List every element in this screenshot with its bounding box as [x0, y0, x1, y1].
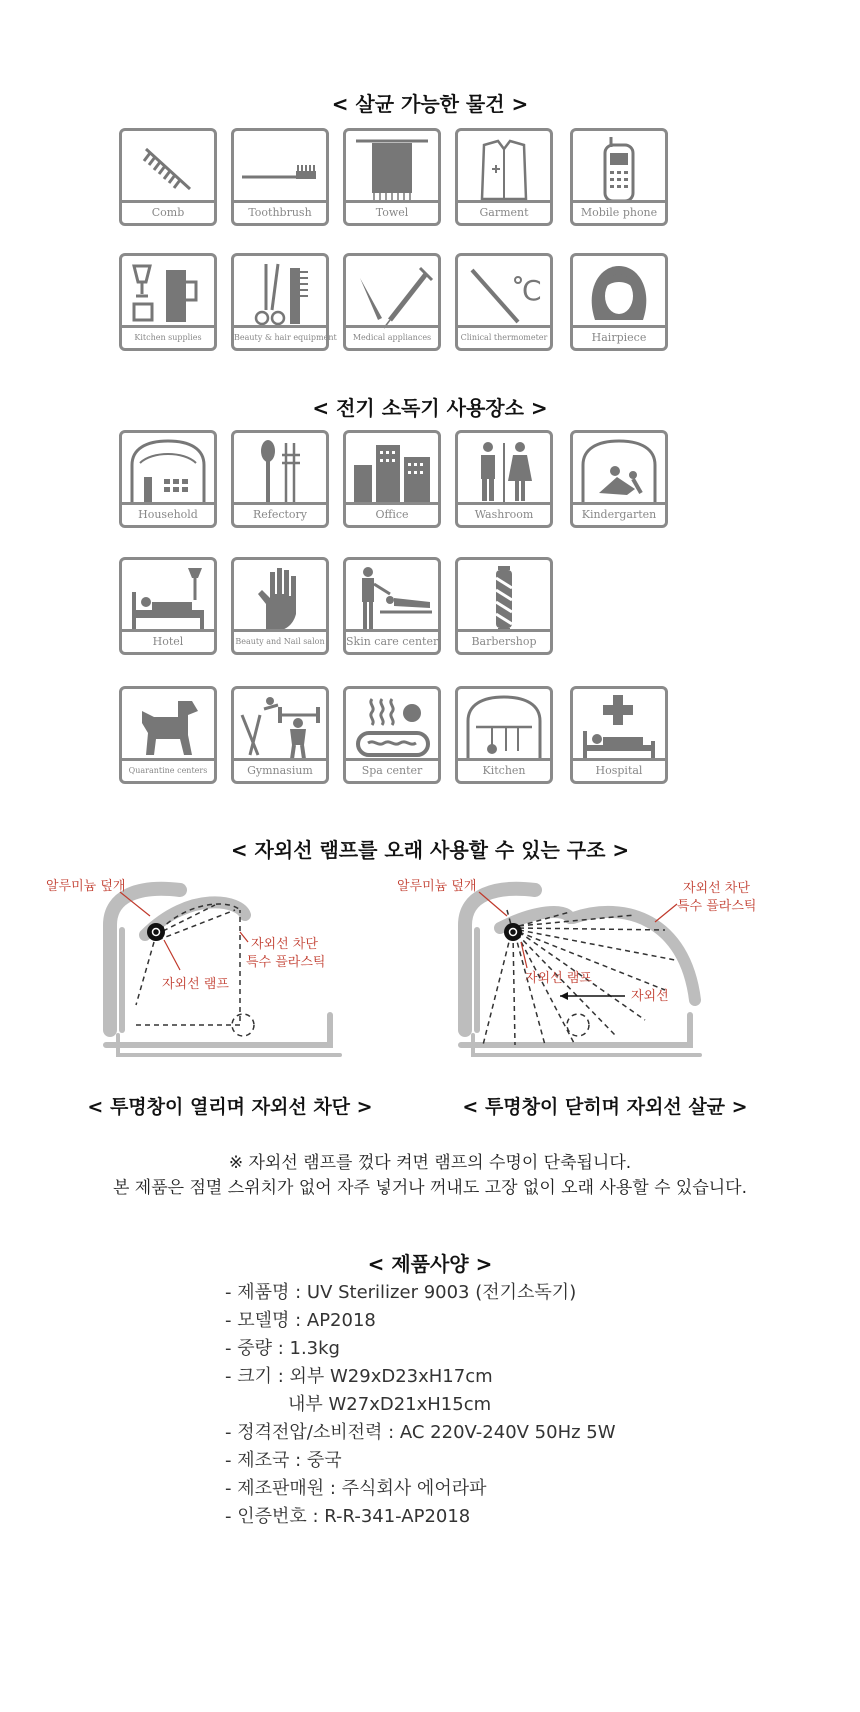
- uv-block-label-1: 자외선 차단: [251, 937, 318, 952]
- place-label: Kindergarten: [573, 502, 665, 525]
- medical-appliances-icon: [350, 260, 434, 330]
- place-card: [455, 557, 553, 655]
- item-card: [455, 253, 553, 351]
- spec-line: - 제품명 : UV Sterilizer 9003 (전기소독기): [225, 1282, 577, 1303]
- place-label: Gymnasium: [234, 758, 326, 781]
- towel-icon: [350, 135, 434, 205]
- spec-line: - 정격전압/소비전력 : AC 220V-240V 50Hz 5W: [225, 1422, 616, 1443]
- place-card: [343, 557, 441, 655]
- place-label: Spa center: [346, 758, 438, 781]
- hospital-icon: [577, 693, 661, 763]
- diagram-closed-caption: < 투명창이 닫히며 자외선 살균 >: [462, 1096, 748, 1118]
- quarantine-icon: [126, 693, 210, 763]
- svg-text:C: C: [522, 274, 542, 307]
- kindergarten-icon: [577, 437, 661, 507]
- item-card: [231, 128, 329, 226]
- uv-block-label-2: 특수 플라스틱: [246, 955, 326, 970]
- item-label: Beauty & hair equipment: [234, 325, 326, 348]
- beauty-hair-equipment-icon: [238, 260, 322, 330]
- places-section-title: < 전기 소독기 사용장소 >: [312, 396, 548, 420]
- refectory-icon: [238, 437, 322, 507]
- item-card: [343, 128, 441, 226]
- washroom-icon: [462, 437, 546, 507]
- spec-line: - 제조판매원 : 주식회사 에어라파: [225, 1478, 487, 1499]
- item-label: Clinical thermometer: [458, 325, 550, 348]
- place-card: [570, 686, 668, 784]
- uv-lamp-label: 자외선 램프: [162, 977, 229, 992]
- items-section-title: < 살균 가능한 물건 >: [331, 92, 529, 116]
- place-label: Quarantine centers: [122, 758, 214, 781]
- place-label: Refectory: [234, 502, 326, 525]
- item-card: [570, 128, 668, 226]
- item-label: Medical appliances: [346, 325, 438, 348]
- item-label: Garment: [458, 200, 550, 223]
- diagram-open: [40, 870, 400, 1080]
- hotel-icon: [126, 564, 210, 634]
- place-card: [455, 686, 553, 784]
- diagram-open-caption: < 투명창이 열리며 자외선 차단 >: [87, 1096, 373, 1118]
- spec-line: - 중량 : 1.3kg: [225, 1338, 340, 1359]
- spec-line: - 크기 : 외부 W29xD23xH17cm: [225, 1366, 493, 1387]
- garment-icon: [462, 135, 546, 205]
- place-label: Barbershop: [458, 629, 550, 652]
- spec-line: - 인증번호 : R-R-341-AP2018: [225, 1506, 471, 1527]
- place-label: Kitchen: [458, 758, 550, 781]
- gymnasium-icon: [238, 693, 322, 763]
- place-card: [119, 557, 217, 655]
- place-card: [231, 430, 329, 528]
- aluminum-cover-label: 알루미늄 덮개: [46, 879, 126, 894]
- place-label: Beauty and Nail salon: [234, 629, 326, 652]
- place-card: [231, 557, 329, 655]
- spec-line: - 모델명 : AP2018: [225, 1310, 376, 1331]
- item-card: [119, 253, 217, 351]
- spa-icon: [350, 693, 434, 763]
- uv-block-label-1: 자외선 차단: [683, 881, 750, 896]
- item-label: Toothbrush: [234, 200, 326, 223]
- structure-section-title: < 자외선 램프를 오래 사용할 수 있는 구조 >: [230, 838, 630, 862]
- aluminum-cover-label: 알루미늄 덮개: [397, 879, 477, 894]
- spec-section-title: < 제품사양 >: [367, 1252, 493, 1276]
- spec-line: 내부 W27xD21xH15cm: [288, 1394, 492, 1415]
- place-label: Washroom: [458, 502, 550, 525]
- item-card: [119, 128, 217, 226]
- diagram-closed: [395, 870, 765, 1080]
- notice-line-1: ※ 자외선 램프를 껐다 켜면 램프의 수명이 단축됩니다.: [228, 1153, 632, 1173]
- comb-icon: [126, 135, 210, 205]
- place-card: [119, 430, 217, 528]
- item-label: Kitchen supplies: [122, 325, 214, 348]
- place-label: Skin care center: [346, 629, 438, 652]
- item-label: Hairpiece: [573, 325, 665, 348]
- place-card: [570, 430, 668, 528]
- place-label: Hotel: [122, 629, 214, 652]
- kitchen-icon: [462, 693, 546, 763]
- uv-ray-label: 자외선: [631, 989, 669, 1004]
- place-card: [343, 430, 441, 528]
- kitchen-supplies-icon: [126, 260, 210, 330]
- office-icon: [350, 437, 434, 507]
- place-card: [455, 430, 553, 528]
- item-card: [455, 128, 553, 226]
- hairpiece-icon: [577, 260, 661, 330]
- notice-line-2: 본 제품은 점멸 스위치가 없어 자주 넣거나 꺼내도 고장 없이 오래 사용할 수 있습니다.: [112, 1178, 747, 1198]
- toothbrush-icon: [238, 135, 322, 205]
- clinical-thermometer-icon: [462, 260, 546, 330]
- item-card: [343, 253, 441, 351]
- uv-lamp-label: 자외선 램프: [525, 971, 592, 986]
- mobile-phone-icon: [577, 135, 661, 205]
- place-label: Hospital: [573, 758, 665, 781]
- item-card: [570, 253, 668, 351]
- place-label: Office: [346, 502, 438, 525]
- place-card: [343, 686, 441, 784]
- uv-block-label-2: 특수 플라스틱: [677, 899, 757, 914]
- item-card: [231, 253, 337, 351]
- barbershop-icon: [462, 564, 546, 634]
- spec-line: - 제조국 : 중국: [225, 1450, 342, 1471]
- item-label: Comb: [122, 200, 214, 223]
- nail-salon-icon: [238, 564, 322, 634]
- skin-care-icon: [350, 564, 434, 634]
- place-card: [231, 686, 329, 784]
- item-label: Towel: [346, 200, 438, 223]
- place-label: Household: [122, 502, 214, 525]
- place-card: [119, 686, 217, 784]
- item-label: Mobile phone: [573, 200, 665, 223]
- household-icon: [126, 437, 210, 507]
